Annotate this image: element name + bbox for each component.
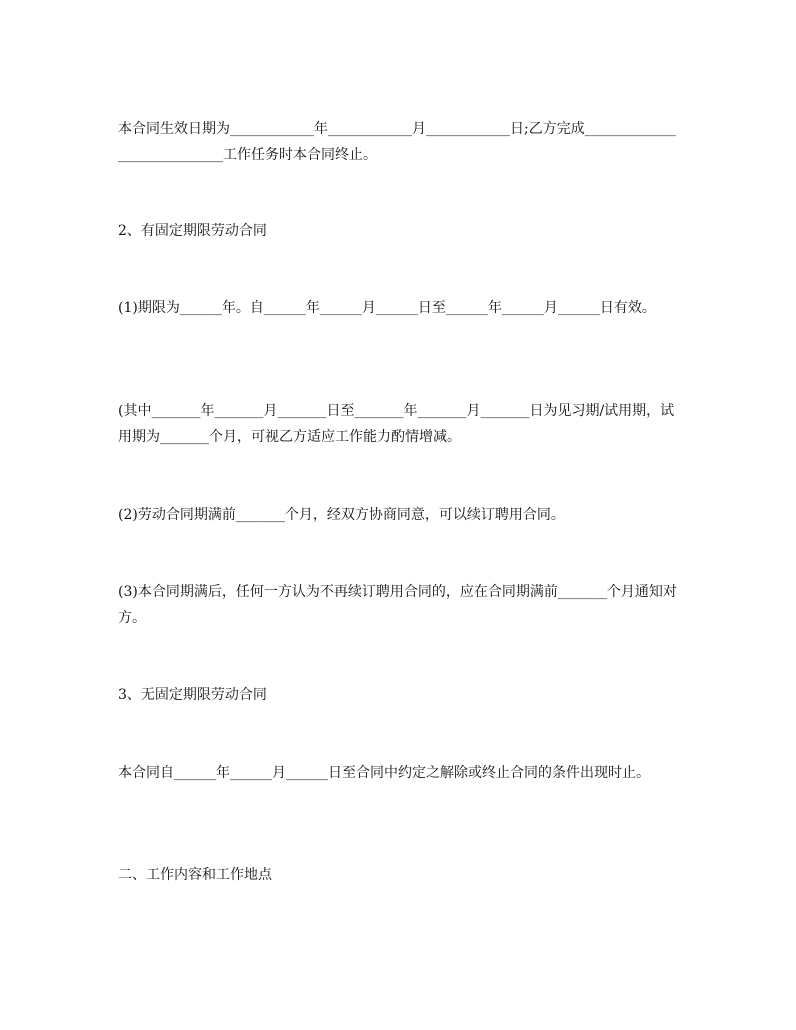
paragraph-term-period: (1)期限为______年。自______年______月______日至______年______月______日有效。 [118, 300, 656, 316]
paragraph-open-ended-term: 本合同自______年______月______日至合同中约定之解除或终止合同的条件出现时止。 [118, 765, 650, 781]
paragraph-non-renewal-notice: (3)本合同期满后，任何一方认为不再续订聘用合同的，应在合同期满前_______个月通知对方。 [118, 584, 677, 626]
heading-fixed-term-contract: 2、有固定期限劳动合同 [118, 223, 267, 239]
heading-work-content-location: 二、工作内容和工作地点 [118, 867, 272, 883]
paragraph-effective-date: 本合同生效日期为____________年____________月____________日;乙方完成____________________________工作任务时本合同终止。 [118, 121, 676, 163]
heading-open-ended-contract: 3、无固定期限劳动合同 [118, 687, 267, 703]
paragraph-renewal: (2)劳动合同期满前_______个月，经双方协商同意，可以续订聘用合同。 [118, 507, 565, 523]
paragraph-probation-period: (其中_______年_______月_______日至_______年_______月_______日为见习期/试用期，试用期为_______个月，可视乙方适应工作能力酌情增减。 [118, 403, 675, 445]
